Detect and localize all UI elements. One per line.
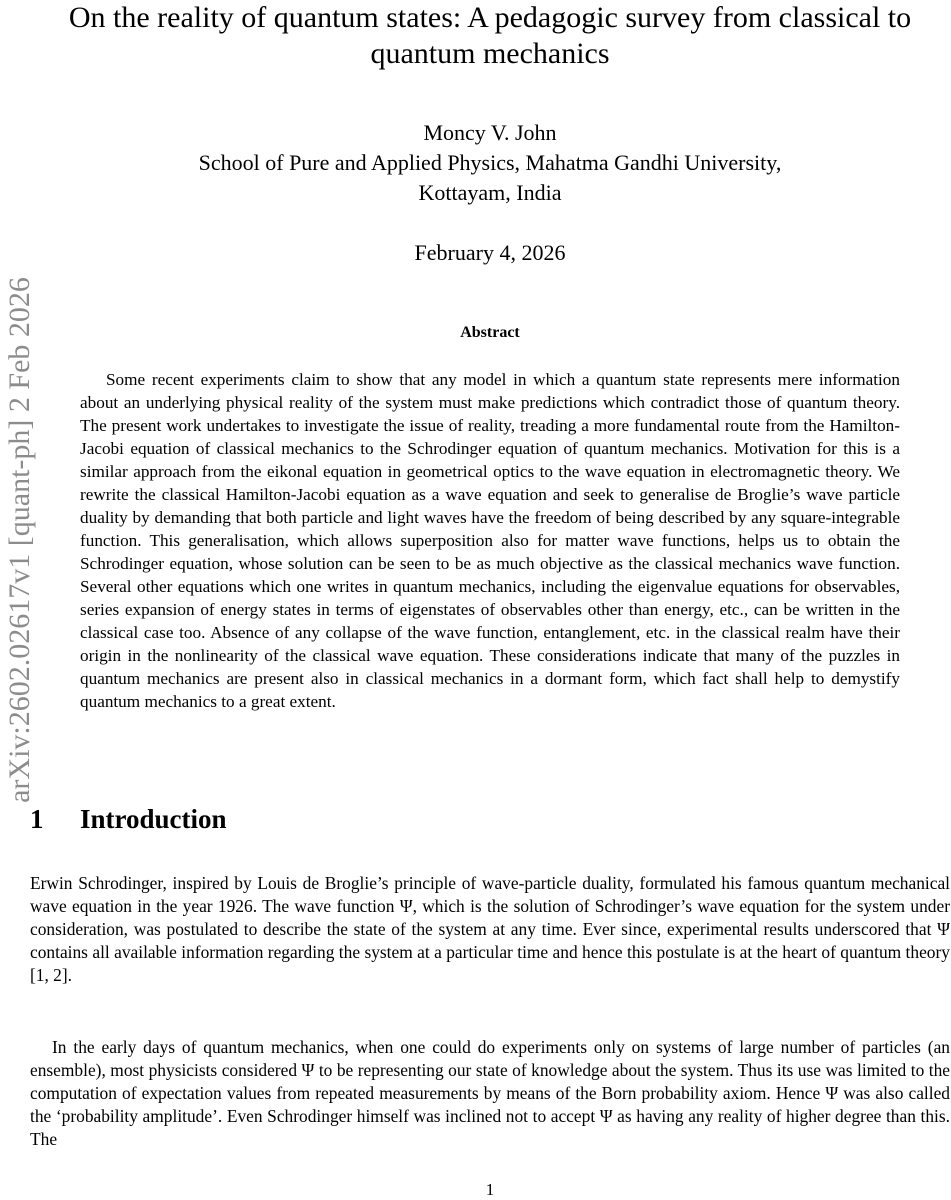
author-affiliation-line2: Kottayam, India — [418, 180, 562, 205]
page-number: 1 — [485, 1180, 495, 1199]
section-title: Introduction — [80, 804, 227, 834]
paper-title: On the reality of quantum states: A pedagogic survey from classical to quantum mechanics — [68, 1, 912, 70]
section-heading — [30, 804, 227, 835]
arxiv-side-stamp — [0, 230, 40, 850]
author-block — [40, 118, 940, 208]
author-affiliation-line1: School of Pure and Applied Physics, Mahatma Gandhi University, — [198, 150, 782, 175]
paper-date: February 4, 2026 — [414, 240, 566, 265]
abstract-heading: Abstract — [460, 324, 520, 341]
abstract-text: Some recent experiments claim to show that any model in which a quantum state represents mere information about an underlying physical reality of the system must make predictions which contradict those of quantum theory. The present work undertakes to investigate the issue of reality, treading a more fundamental route from the Hamilton-Jacobi equation of classical mechanics to the Schrodinger equation of quantum mechanics. Motivation for this is a similar approach from the eikonal equation in geometrical optics to the wave equation in electromagnetic theory. We rewrite the classical Hamilton-Jacobi equation as a wave equation and seek to generalise de Broglie’s wave particle duality by demanding that both particle and light waves have the freedom of being described by any square-integrable function. This generalisation, which allows superposition also for matter wave functions, helps us to obtain the Schrodinger equation, whose solution can be seen to be as much objective as the classical mechanics wave function. Several other equations which one writes in quantum mechanics, including the eigenvalue equations for observables, series expansion of energy states in terms of eigenstates of observables other than energy, etc., can be written in the classical case too. Absence of any collapse of the wave function, entanglement, etc. in the classical realm have their origin in the nonlinearity of the classical wave equation. These considerations indicate that many of the puzzles in quantum mechanics are present also in classical mechanics in a dormant form, which fact shall help to demystify quantum mechanics to a great extent. — [80, 370, 900, 711]
body-paragraph: In the early days of quantum mechanics, when one could do experiments only on systems of large number of particles (an ensemble), most physicists considered Ψ to be representing our state of knowledge about the system. Thus its use was limited to the computation of expectation values from repeated measurements by means of the Born probability axiom. Hence Ψ was also called the ‘probability amplitude’. Even Schrodinger himself was inclined not to accept Ψ as having any reality of higher degree than this. The — [30, 1037, 950, 1149]
section-number: 1 — [30, 804, 44, 834]
body-paragraph: Erwin Schrodinger, inspired by Louis de Broglie’s principle of wave-particle duality, formulated his famous quantum mechanical wave equation in the year 1926. The wave function Ψ, which is the solution of Schrodinger’s wave equation for the system under consideration, was postulated to describe the state of the system at any time. Ever since, experimental results underscored that Ψ contains all available information regarding the system at a particular time and hence this postulate is at the heart of quantum theory [1, 2]. — [30, 873, 950, 985]
author-name: Moncy V. John — [423, 120, 557, 145]
arxiv-identifier: arXiv:2602.02617v1 [quant-ph] 2 Feb 2026 — [3, 277, 36, 803]
